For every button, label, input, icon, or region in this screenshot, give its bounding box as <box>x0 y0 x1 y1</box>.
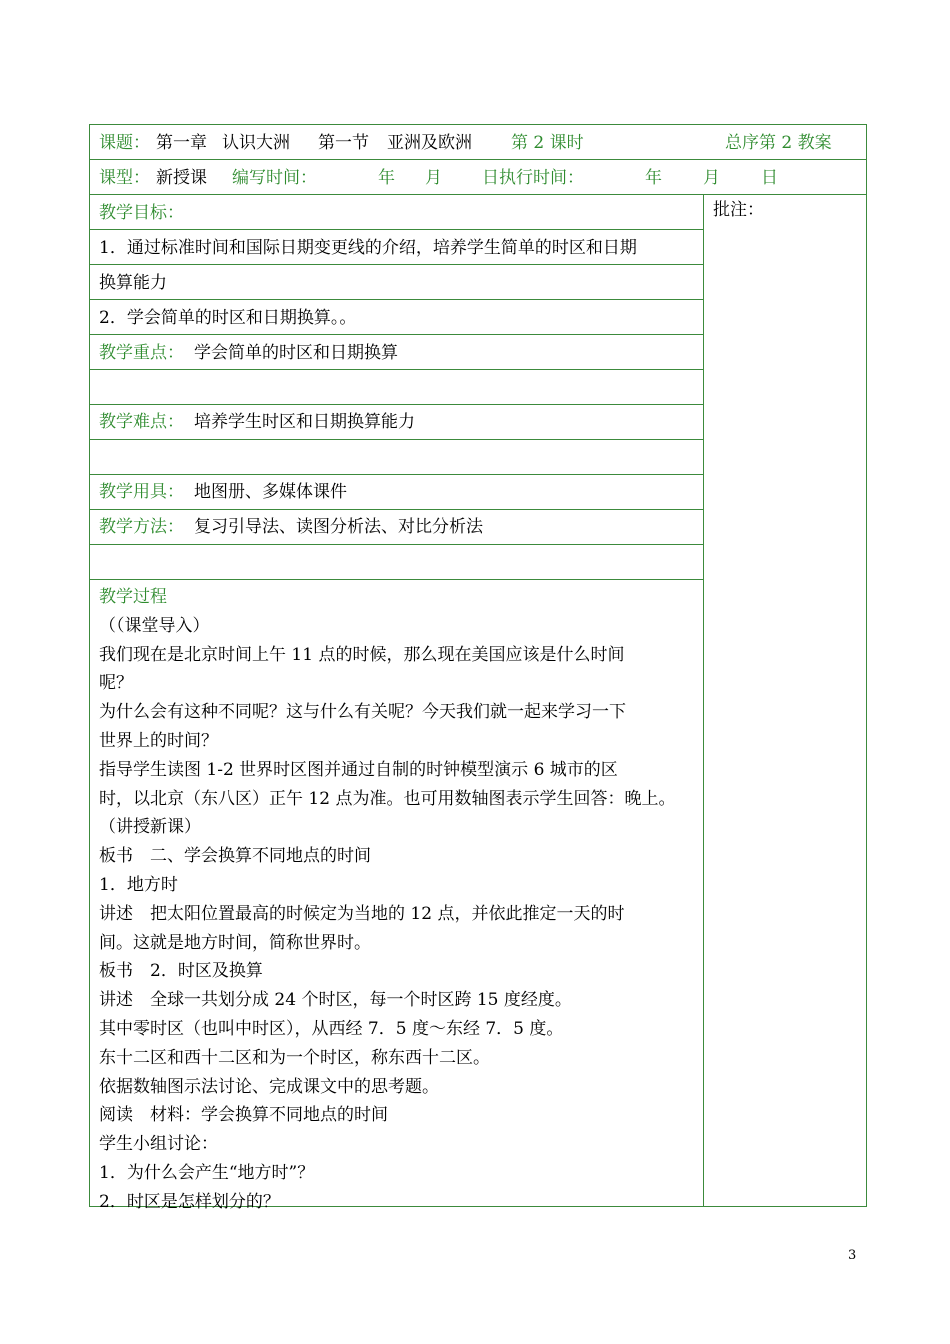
lesson-period: 第 2 课时 <box>511 133 584 153</box>
section-number: 第一节 <box>318 133 369 153</box>
objective-1-line-2: 换算能力 <box>99 273 167 293</box>
annotation-divider <box>703 194 704 1207</box>
process-line: 为什么会有这种不同呢？这与什么有关呢？今天我们就一起来学习一下 <box>99 702 626 723</box>
page-number: 3 <box>848 1248 857 1263</box>
exec-time-label: 日执行时间： <box>482 168 584 188</box>
section-title: 亚洲及欧洲 <box>387 133 472 153</box>
difficulty-label: 教学难点： <box>99 412 184 432</box>
objective-1-line-1: 1．通过标准时间和国际日期变更线的介绍，培养学生简单的时区和日期 <box>99 238 637 258</box>
process-line: 学生小组讨论： <box>99 1134 218 1155</box>
table-rule <box>89 404 703 405</box>
chapter-number: 第一章 <box>156 133 207 153</box>
table-rule <box>89 369 703 370</box>
process-line: 板书 2．时区及换算 <box>99 961 263 982</box>
table-rule <box>89 229 703 230</box>
process-line: 时，以北京（东八区）正午 12 点为准。也可用数轴图表示学生回答：晚上。 <box>99 788 676 809</box>
process-line: 间。这就是地方时间，简称世界时。 <box>99 932 371 953</box>
objective-2: 2．学会简单的时区和日期换算。。 <box>99 308 357 328</box>
teaching-process <box>99 583 699 1217</box>
process-line: 指导学生读图 1-2 世界时区图并通过自制的时钟模型演示 6 城市的区 <box>99 759 618 780</box>
process-line: 1．地方时 <box>99 874 178 895</box>
process-line: （（课堂导入） <box>99 615 210 636</box>
chapter-title: 认识大洲 <box>222 133 290 153</box>
process-line: 1．为什么会产生“地方时”？ <box>99 1162 315 1183</box>
write-year: 年 <box>378 168 395 188</box>
process-line: 讲述 把太阳位置最高的时候定为当地的 12 点，并依此推定一天的时 <box>99 903 625 924</box>
process-line: 板书 二、学会换算不同地点的时间 <box>99 846 371 867</box>
table-rule <box>89 544 703 545</box>
write-time-label: 编写时间： <box>232 168 317 188</box>
exec-year: 年 <box>645 168 662 188</box>
process-line: （讲授新课） <box>99 817 201 838</box>
write-month: 月 <box>425 168 442 188</box>
exec-day: 日 <box>761 168 778 188</box>
annotation-label: 批注： <box>713 200 764 220</box>
objectives-label: 教学目标： <box>99 203 184 223</box>
table-rule <box>89 509 703 510</box>
process-line: 依据数轴图示法讨论、完成课文中的思考题。 <box>99 1076 439 1097</box>
table-rule <box>89 299 703 300</box>
process-line: 呢？ <box>99 673 133 694</box>
lesson-type-value: 新授课 <box>156 168 207 188</box>
table-rule <box>89 439 703 440</box>
process-line: 阅读 材料：学会换算不同地点的时间 <box>99 1105 388 1126</box>
process-title: 教学过程 <box>99 587 167 607</box>
topic-label: 课题： <box>99 133 150 153</box>
serial-number: 总序第 2 教案 <box>725 133 832 153</box>
key-point-label: 教学重点： <box>99 343 184 363</box>
process-line: 东十二区和西十二区和为一个时区，称东西十二区。 <box>99 1047 490 1068</box>
tools-value: 地图册、多媒体课件 <box>194 482 347 502</box>
process-line: 我们现在是北京时间上午 11 点的时候，那么现在美国应该是什么时间 <box>99 644 625 665</box>
lesson-type-label: 课型： <box>99 168 150 188</box>
difficulty-value: 培养学生时区和日期换算能力 <box>194 412 415 432</box>
table-rule <box>89 194 867 195</box>
process-line: 世界上的时间？ <box>99 730 218 751</box>
table-rule <box>89 334 703 335</box>
methods-label: 教学方法： <box>99 517 184 537</box>
process-line: 2．时区是怎样划分的？ <box>99 1191 280 1212</box>
process-line: 讲述 全球一共划分成 24 个时区，每一个时区跨 15 度经度。 <box>99 990 572 1011</box>
methods-value: 复习引导法、读图分析法、对比分析法 <box>194 517 483 537</box>
key-point-value: 学会简单的时区和日期换算 <box>194 343 398 363</box>
tools-label: 教学用具： <box>99 482 184 502</box>
table-rule <box>89 579 703 580</box>
process-line: 其中零时区（也叫中时区），从西经 7．5 度～东经 7．5 度。 <box>99 1018 564 1039</box>
table-rule <box>89 474 703 475</box>
table-rule <box>89 264 703 265</box>
exec-month: 月 <box>703 168 720 188</box>
table-rule <box>89 159 867 160</box>
